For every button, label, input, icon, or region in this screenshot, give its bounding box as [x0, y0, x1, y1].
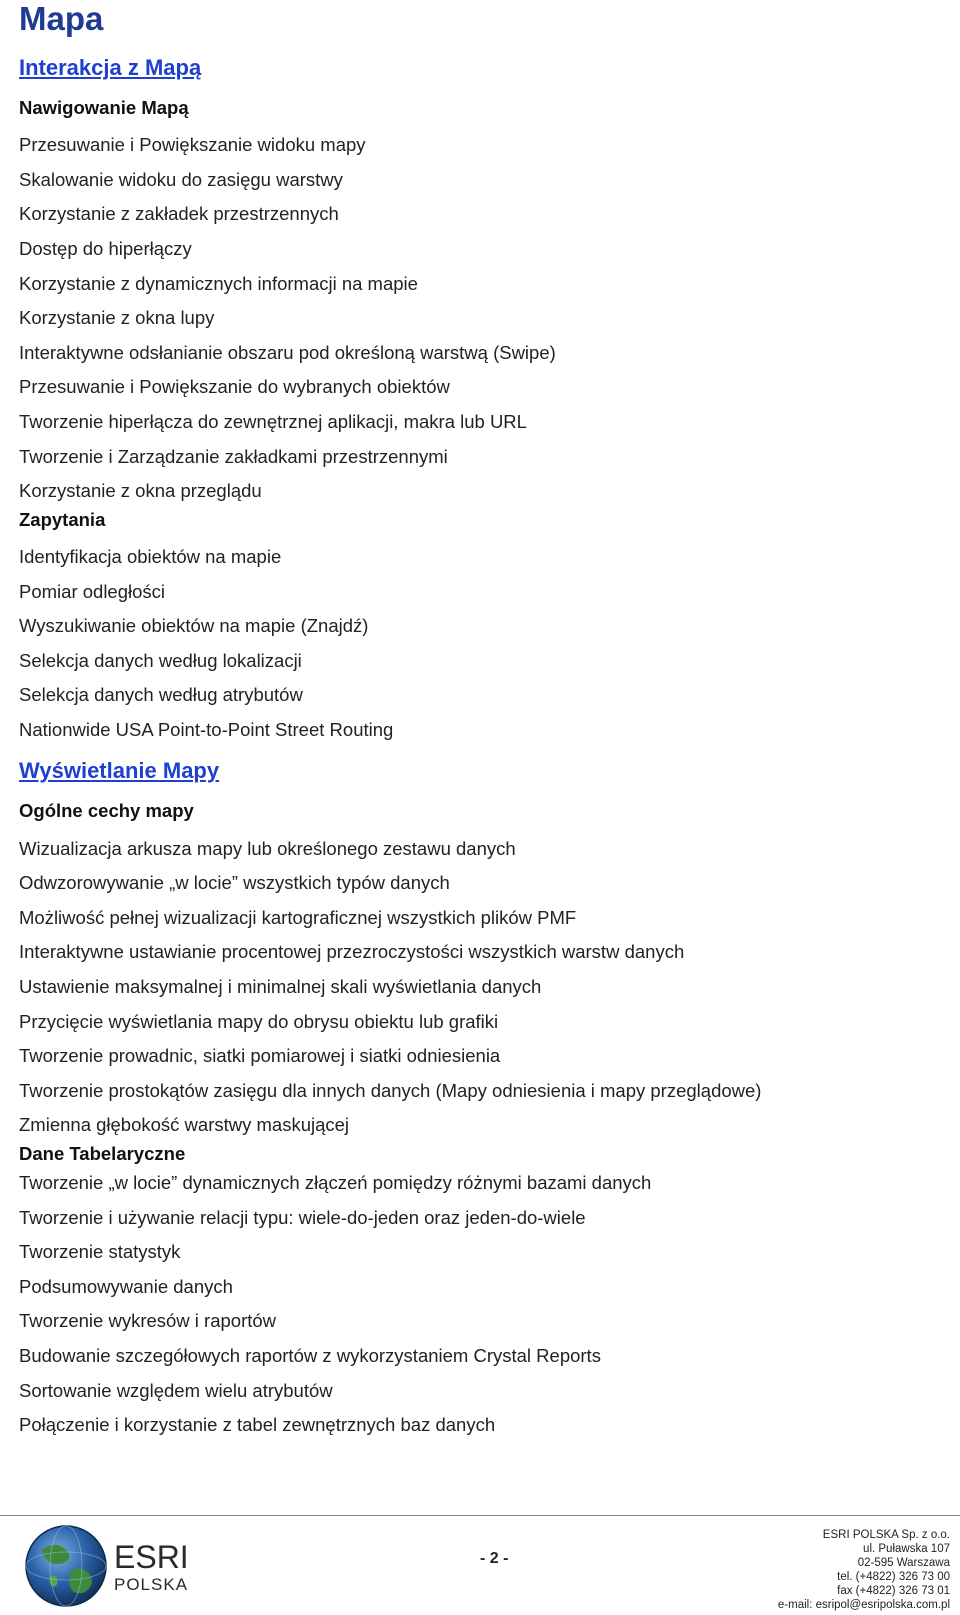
list-item: Tworzenie „w locie” dynamicznych złączeń pomiędzy różnymi bazami danych	[19, 1172, 652, 1193]
list-item: Nationwide USA Point-to-Point Street Routing	[19, 719, 394, 740]
list-item: Ustawienie maksymalnej i minimalnej skali wyświetlania danych	[19, 976, 542, 997]
fax-number: fax (+4822) 326 73 01	[837, 1585, 950, 1597]
section-heading-interakcja[interactable]: Interakcja z Mapą	[19, 55, 202, 80]
list-item: Dostęp do hiperłączy	[19, 238, 192, 259]
list-item: Tworzenie wykresów i raportów	[19, 1310, 277, 1331]
subheading-nawigowanie: Nawigowanie Mapą	[19, 97, 189, 118]
list-item: Tworzenie statystyk	[19, 1241, 181, 1262]
list-item: Wizualizacja arkusza mapy lub określonego zestawu danych	[19, 838, 516, 859]
company-name: ESRI POLSKA Sp. z o.o.	[822, 1529, 950, 1541]
list-item: Tworzenie prostokątów zasięgu dla innych danych (Mapy odniesienia i mapy przeglądowe)	[19, 1080, 762, 1101]
list-item: Korzystanie z dynamicznych informacji na mapie	[19, 273, 418, 294]
subheading-dane-tabelaryczne: Dane Tabelaryczne	[19, 1143, 186, 1164]
list-item: Zmienna głębokość warstwy maskującej	[19, 1114, 350, 1135]
list-item: Tworzenie prowadnic, siatki pomiarowej i siatki odniesienia	[19, 1045, 501, 1066]
list-item: Odwzorowywanie „w locie” wszystkich typów danych	[19, 872, 450, 893]
list-item: Przycięcie wyświetlania mapy do obrysu obiektu lub grafiki	[19, 1011, 499, 1032]
svg-text:POLSKA: POLSKA	[114, 1575, 189, 1594]
list-item: Podsumowywanie danych	[19, 1276, 233, 1297]
list-item: Selekcja danych według atrybutów	[19, 684, 303, 705]
list-item: Tworzenie i używanie relacji typu: wiele-do-jeden oraz jeden-do-wiele	[19, 1207, 586, 1228]
subheading-zapytania: Zapytania	[19, 509, 106, 530]
street-address: ul. Puławska 107	[863, 1543, 950, 1555]
email-address[interactable]: e-mail: esripol@esripolska.com.pl	[777, 1599, 950, 1611]
list-item: Wyszukiwanie obiektów na mapie (Znajdź)	[19, 615, 369, 636]
list-item: Budowanie szczegółowych raportów z wykorzystaniem Crystal Reports	[19, 1345, 601, 1366]
list-item: Pomiar odległości	[19, 581, 166, 602]
svg-text:ESRI: ESRI	[114, 1539, 189, 1575]
postal-city: 02-595 Warszawa	[857, 1557, 950, 1569]
esri-polska-logo	[22, 1522, 202, 1610]
list-item: Przesuwanie i Powiększanie widoku mapy	[19, 134, 366, 155]
list-item: Możliwość pełnej wizualizacji kartograficznej wszystkich plików PMF	[19, 907, 577, 928]
footer-divider	[0, 1515, 960, 1516]
page-title: Mapa	[19, 0, 104, 37]
section-heading-wyswietlanie[interactable]: Wyświetlanie Mapy	[19, 758, 220, 783]
list-item: Korzystanie z zakładek przestrzennych	[19, 203, 339, 224]
list-item: Przesuwanie i Powiększanie do wybranych obiektów	[19, 376, 450, 397]
globe-icon	[22, 1522, 202, 1610]
phone-number: tel. (+4822) 326 73 00	[837, 1571, 950, 1583]
list-item: Identyfikacja obiektów na mapie	[19, 546, 282, 567]
list-item: Sortowanie względem wielu atrybutów	[19, 1380, 333, 1401]
list-item: Skalowanie widoku do zasięgu warstwy	[19, 169, 343, 190]
list-item: Interaktywne ustawianie procentowej przezroczystości wszystkich warstw danych	[19, 941, 685, 962]
list-item: Połączenie i korzystanie z tabel zewnętrznych baz danych	[19, 1414, 496, 1435]
list-item: Tworzenie i Zarządzanie zakładkami przestrzennymi	[19, 446, 448, 467]
subheading-ogolne-cechy: Ogólne cechy mapy	[19, 800, 194, 821]
list-item: Selekcja danych według lokalizacji	[19, 650, 302, 671]
list-item: Interaktywne odsłanianie obszaru pod określoną warstwą (Swipe)	[19, 342, 556, 363]
page-number: - 2 -	[480, 1550, 509, 1567]
list-item: Korzystanie z okna lupy	[19, 307, 215, 328]
list-item: Korzystanie z okna przeglądu	[19, 480, 262, 501]
list-item: Tworzenie hiperłącza do zewnętrznej aplikacji, makra lub URL	[19, 411, 527, 432]
contact-block	[778, 1528, 950, 1612]
